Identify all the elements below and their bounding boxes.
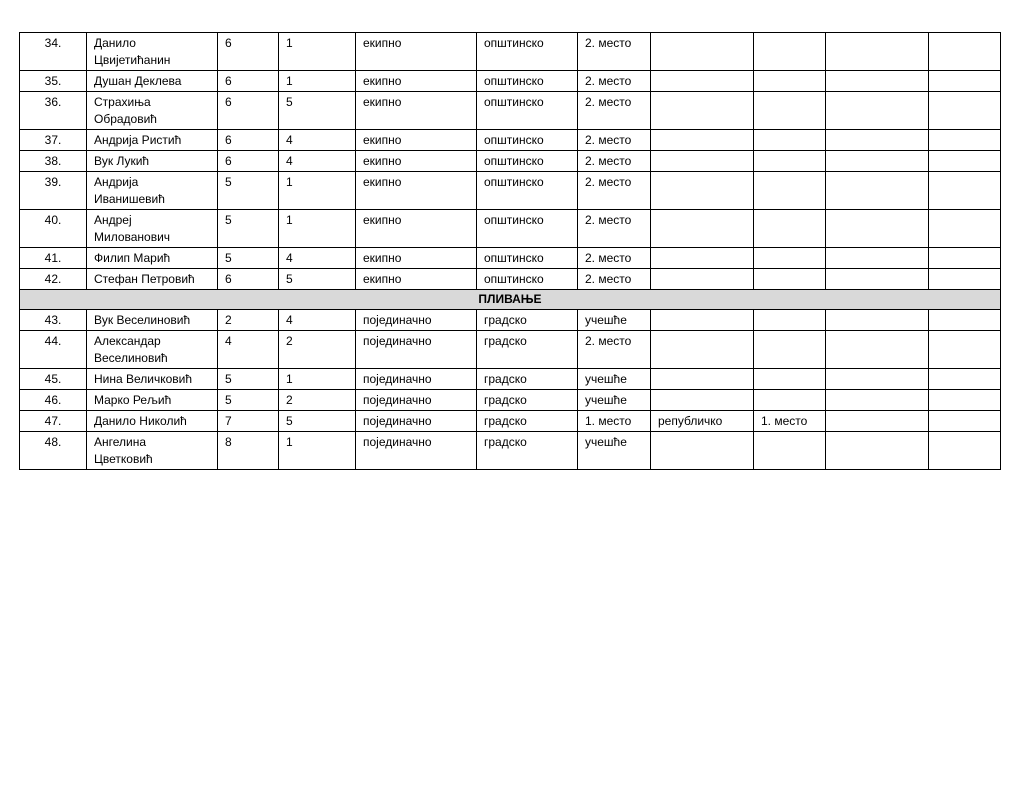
cell-class: 4 (279, 310, 356, 331)
cell-next-place (754, 331, 826, 369)
cell-class: 5 (279, 92, 356, 130)
cell-extra-2 (929, 369, 1001, 390)
results-table (19, 32, 1001, 470)
name-line: Вук Лукић (94, 154, 150, 168)
cell-place: 2. место (578, 172, 651, 210)
table-row (20, 33, 1001, 71)
cell-name (87, 151, 218, 172)
cell-place: 2. место (578, 71, 651, 92)
cell-competition-type: појединачно (356, 411, 477, 432)
table-row (20, 71, 1001, 92)
cell-number: 44. (20, 331, 87, 369)
table-row (20, 151, 1001, 172)
cell-extra-1 (826, 432, 929, 470)
cell-next-place (754, 210, 826, 248)
cell-class: 2 (279, 331, 356, 369)
cell-grade: 6 (218, 92, 279, 130)
cell-extra-1 (826, 92, 929, 130)
cell-next-place (754, 71, 826, 92)
cell-level: градско (477, 411, 578, 432)
cell-level: градско (477, 310, 578, 331)
table-row (20, 172, 1001, 210)
cell-number: 41. (20, 248, 87, 269)
name-line: Милованович (94, 230, 171, 244)
cell-grade: 5 (218, 172, 279, 210)
cell-next-level (651, 92, 754, 130)
cell-next-level (651, 369, 754, 390)
name-line: Андрија (94, 175, 139, 189)
cell-level: општинско (477, 92, 578, 130)
cell-level: градско (477, 390, 578, 411)
cell-grade: 5 (218, 390, 279, 411)
cell-name (87, 432, 218, 470)
cell-competition-type: екипно (356, 33, 477, 71)
cell-next-place (754, 390, 826, 411)
cell-extra-1 (826, 248, 929, 269)
table-row (20, 248, 1001, 269)
cell-extra-2 (929, 151, 1001, 172)
cell-next-place (754, 92, 826, 130)
cell-class: 1 (279, 369, 356, 390)
cell-competition-type: појединачно (356, 432, 477, 470)
cell-next-place (754, 369, 826, 390)
cell-next-place (754, 248, 826, 269)
cell-level: општинско (477, 130, 578, 151)
cell-extra-2 (929, 33, 1001, 71)
cell-grade: 6 (218, 33, 279, 71)
cell-next-level (651, 331, 754, 369)
cell-next-level (651, 151, 754, 172)
cell-extra-2 (929, 390, 1001, 411)
name-line: Вук Веселиновић (94, 313, 191, 327)
cell-class: 4 (279, 151, 356, 172)
cell-extra-1 (826, 71, 929, 92)
cell-number: 48. (20, 432, 87, 470)
results-group-before (20, 33, 1001, 290)
table-row (20, 331, 1001, 369)
cell-next-place (754, 130, 826, 151)
cell-next-place (754, 172, 826, 210)
cell-class: 5 (279, 269, 356, 290)
name-line: Веселиновић (94, 351, 168, 365)
cell-competition-type: појединачно (356, 390, 477, 411)
cell-grade: 6 (218, 130, 279, 151)
cell-extra-1 (826, 33, 929, 71)
cell-class: 1 (279, 432, 356, 470)
section-group (20, 290, 1001, 310)
cell-competition-type: екипно (356, 71, 477, 92)
cell-next-level: републичко (651, 411, 754, 432)
cell-class: 4 (279, 130, 356, 151)
cell-extra-1 (826, 390, 929, 411)
cell-number: 38. (20, 151, 87, 172)
cell-extra-2 (929, 92, 1001, 130)
cell-next-place (754, 310, 826, 331)
cell-extra-1 (826, 130, 929, 151)
cell-grade: 5 (218, 210, 279, 248)
cell-extra-2 (929, 71, 1001, 92)
cell-next-level (651, 269, 754, 290)
table-row (20, 130, 1001, 151)
results-group-after (20, 310, 1001, 470)
cell-next-level (651, 432, 754, 470)
cell-class: 5 (279, 411, 356, 432)
name-line: Цветковић (94, 452, 153, 466)
cell-next-level (651, 71, 754, 92)
cell-place: 2. место (578, 210, 651, 248)
cell-place: 2. место (578, 248, 651, 269)
cell-competition-type: појединачно (356, 369, 477, 390)
cell-place: 2. место (578, 269, 651, 290)
name-line: Душан Деклева (94, 74, 182, 88)
name-line: Страхиња (94, 95, 151, 109)
name-line: Данило Николић (94, 414, 187, 428)
cell-competition-type: појединачно (356, 310, 477, 331)
name-line: Андреј (94, 213, 132, 227)
cell-next-place (754, 33, 826, 71)
cell-next-level (651, 310, 754, 331)
cell-name (87, 248, 218, 269)
cell-class: 1 (279, 71, 356, 92)
cell-number: 43. (20, 310, 87, 331)
cell-place: 2. место (578, 151, 651, 172)
cell-next-level (651, 172, 754, 210)
cell-place: 2. место (578, 33, 651, 71)
cell-competition-type: екипно (356, 269, 477, 290)
cell-name (87, 369, 218, 390)
cell-next-place (754, 432, 826, 470)
table-row (20, 432, 1001, 470)
table-row (20, 369, 1001, 390)
cell-grade: 8 (218, 432, 279, 470)
name-line: Андрија Ристић (94, 133, 182, 147)
cell-extra-2 (929, 432, 1001, 470)
table-row (20, 210, 1001, 248)
cell-extra-2 (929, 269, 1001, 290)
cell-place: 2. место (578, 92, 651, 130)
table-row (20, 411, 1001, 432)
cell-extra-1 (826, 331, 929, 369)
cell-grade: 6 (218, 151, 279, 172)
cell-number: 42. (20, 269, 87, 290)
cell-next-level (651, 248, 754, 269)
cell-extra-1 (826, 172, 929, 210)
name-line: Стефан Петровић (94, 272, 195, 286)
cell-name (87, 130, 218, 151)
cell-place: учешће (578, 432, 651, 470)
cell-extra-1 (826, 369, 929, 390)
cell-level: општинско (477, 151, 578, 172)
cell-next-place: 1. место (754, 411, 826, 432)
cell-number: 47. (20, 411, 87, 432)
cell-level: општинско (477, 210, 578, 248)
cell-name (87, 172, 218, 210)
cell-name (87, 210, 218, 248)
cell-next-place (754, 269, 826, 290)
cell-next-level (651, 130, 754, 151)
cell-name (87, 310, 218, 331)
cell-competition-type: екипно (356, 130, 477, 151)
name-line: Нина Величковић (94, 372, 193, 386)
cell-number: 34. (20, 33, 87, 71)
cell-extra-1 (826, 310, 929, 331)
cell-name (87, 411, 218, 432)
table-row (20, 269, 1001, 290)
cell-next-level (651, 33, 754, 71)
section-header-row (20, 290, 1001, 310)
cell-competition-type: екипно (356, 151, 477, 172)
cell-next-place (754, 151, 826, 172)
cell-level: општинско (477, 269, 578, 290)
cell-class: 1 (279, 33, 356, 71)
cell-class: 4 (279, 248, 356, 269)
cell-name (87, 390, 218, 411)
cell-competition-type: екипно (356, 210, 477, 248)
cell-extra-1 (826, 411, 929, 432)
cell-level: општинско (477, 248, 578, 269)
cell-place: учешће (578, 390, 651, 411)
name-line: Александар (94, 334, 161, 348)
cell-grade: 4 (218, 331, 279, 369)
cell-extra-2 (929, 172, 1001, 210)
cell-class: 2 (279, 390, 356, 411)
cell-level: општинско (477, 33, 578, 71)
cell-class: 1 (279, 210, 356, 248)
cell-extra-1 (826, 210, 929, 248)
cell-name (87, 33, 218, 71)
name-line: Марко Рељић (94, 393, 172, 407)
cell-number: 39. (20, 172, 87, 210)
cell-place: 2. место (578, 130, 651, 151)
name-line: Филип Марић (94, 251, 171, 265)
cell-extra-2 (929, 310, 1001, 331)
cell-extra-1 (826, 269, 929, 290)
cell-competition-type: екипно (356, 248, 477, 269)
cell-grade: 5 (218, 369, 279, 390)
cell-number: 40. (20, 210, 87, 248)
name-line: Иванишевић (94, 192, 165, 206)
cell-next-level (651, 390, 754, 411)
name-line: Обрадовић (94, 112, 157, 126)
cell-level: градско (477, 432, 578, 470)
table-row (20, 390, 1001, 411)
cell-place: учешће (578, 369, 651, 390)
cell-name (87, 269, 218, 290)
cell-grade: 7 (218, 411, 279, 432)
cell-name (87, 331, 218, 369)
cell-extra-2 (929, 411, 1001, 432)
cell-number: 45. (20, 369, 87, 390)
cell-competition-type: екипно (356, 172, 477, 210)
name-line: Ангелина (94, 435, 147, 449)
cell-competition-type: екипно (356, 92, 477, 130)
cell-name (87, 71, 218, 92)
cell-place: 1. место (578, 411, 651, 432)
section-title: ПЛИВАЊЕ (20, 290, 1001, 310)
name-line: Цвијетићанин (94, 53, 171, 67)
cell-competition-type: појединачно (356, 331, 477, 369)
cell-name (87, 92, 218, 130)
cell-number: 46. (20, 390, 87, 411)
cell-grade: 6 (218, 269, 279, 290)
cell-extra-2 (929, 210, 1001, 248)
cell-extra-2 (929, 331, 1001, 369)
cell-level: општинско (477, 71, 578, 92)
table-row (20, 310, 1001, 331)
cell-extra-2 (929, 130, 1001, 151)
cell-level: градско (477, 369, 578, 390)
cell-class: 1 (279, 172, 356, 210)
cell-place: учешће (578, 310, 651, 331)
cell-number: 37. (20, 130, 87, 151)
cell-place: 2. место (578, 331, 651, 369)
cell-extra-2 (929, 248, 1001, 269)
cell-level: градско (477, 331, 578, 369)
cell-number: 36. (20, 92, 87, 130)
cell-grade: 6 (218, 71, 279, 92)
name-line: Данило (94, 36, 136, 50)
cell-number: 35. (20, 71, 87, 92)
cell-extra-1 (826, 151, 929, 172)
table-row (20, 92, 1001, 130)
cell-grade: 2 (218, 310, 279, 331)
cell-level: општинско (477, 172, 578, 210)
cell-grade: 5 (218, 248, 279, 269)
cell-next-level (651, 210, 754, 248)
